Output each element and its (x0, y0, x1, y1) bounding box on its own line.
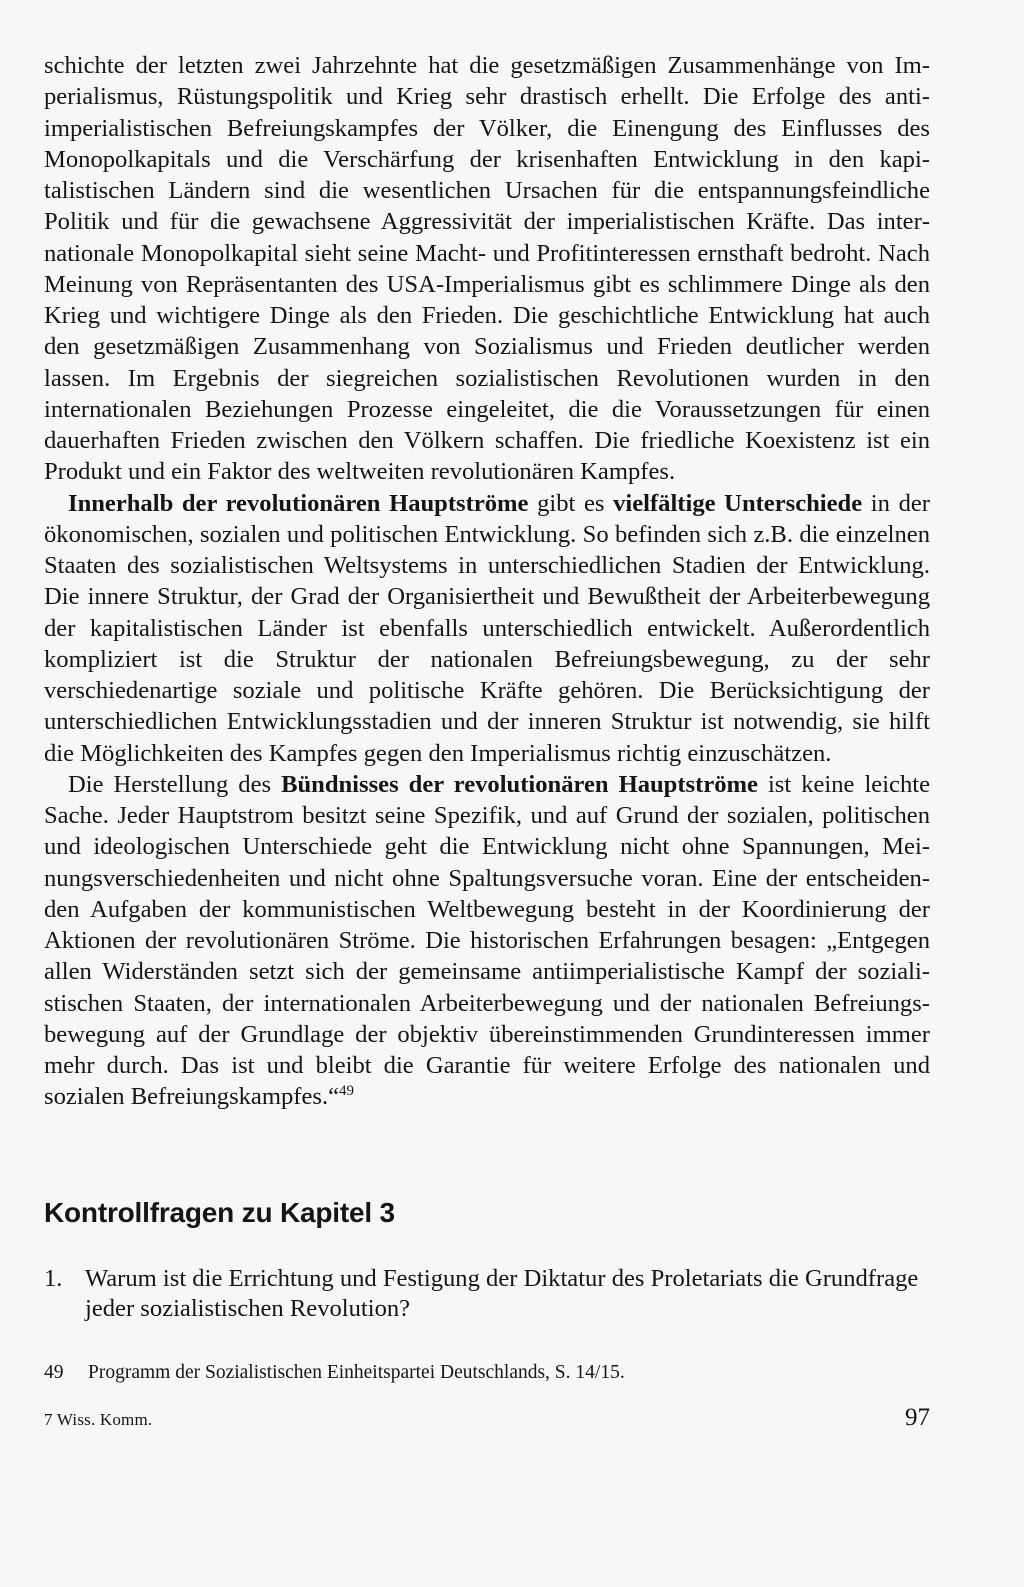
body-text (44, 50, 930, 1113)
footnote-reference[interactable]: 49 (339, 1083, 355, 1100)
question-text: Warum ist die Errichtung und Festigung der Diktatur des Proletariats die Grundfrage jeder sozialistischen Revolution? (85, 1265, 919, 1322)
paragraph-3-text-b: ist keine leichte Sache. Jeder Hauptstrom besitzt seine Spezifik, und auf Grund der sozialen, politischen und ideologischen Unterschiede geht die Entwicklung nicht ohne Spannungen, Meinungsverschiedenheiten und nicht ohne Spaltungsversuche voran. Eine der entscheidenden Aufgaben der kommunistischen Weltbewegung besteht in der Koordinierung der Aktionen der revolutionären Ströme. Die historischen Erfahrungen besagen: „Entgegen allen Widerständen setzt sich der gemeinsame antiimperialistische Kampf der sozialistischen Staaten, der internationalen Arbeiterbewegung und der nationalen Befreiungsbewegung auf der Grundlage der objektiv übereinstimmenden Grundinteressen immer mehr durch. Das ist und bleibt die Garantie für weitere Erfolge des nationalen und sozialen Befreiungskampfes.“ (44, 770, 930, 1111)
emphasis-alliance: Bündnisses der revolutionären Hauptströme (281, 770, 758, 798)
question-number: 1. (44, 1265, 63, 1292)
printer-signature: 7 Wiss. Komm. (44, 1410, 153, 1429)
paragraph-1-text: schichte der letzten zwei Jahrzehnte hat die gesetzmäßigen Zusammenhänge von Imperialismus, Rüstungspolitik und Krieg sehr drastisch erhellt. Die Erfolge des antiimperialistischen Befreiungskampfes der Völker, die Einengung des Einflusses des Monopolkapitals und die Verschärfung der krisenhaften Entwicklung in den kapitalistischen Ländern sind die wesentlichen Ursachen für die entspannungsfeindliche Politik und für die gewachsene Aggressivität der imperialistischen Kräfte. Das internationale Monopolkapital sieht seine Macht- und Profitinteressen ernsthaft bedroht. Nach Meinung von Repräsentanten des USA-Imperialismus gibt es schlimmere Dinge als den Krieg und wichtigere Dinge als den Frieden. Die geschichtliche Entwicklung hat auch den gesetzmäßigen Zusammenhang von Sozialismus und Frieden deutlicher werden lassen. Im Ergebnis der siegreichen sozialistischen Revolutionen wurden in den internationalen Beziehungen Prozesse eingeleitet, die die Voraussetzungen für einen dauerhaften Frieden zwischen den Völkern schaffen. Die friedliche Koexistenz ist ein Produkt und ein Faktor des weltweiten revolutionären Kampfes. (44, 52, 930, 486)
paragraph-2-text-b: in der ökonomischen, sozialen und politischen Entwicklung. So befinden sich z.B. die einzelnen Staaten des sozialistischen Weltsystems in unterschiedlichen Stadien der Entwicklung. Die innere Struktur, der Grad der Organisiertheit und Bewußtheit der Arbeiterbewegung der kapitalistischen Länder ist ebenfalls unterschiedlich entwickelt. Außerordentlich kompliziert ist die Struktur der nationalen Befreiungsbewegung, zu der sehr verschiedenartige soziale und politische Kräfte gehören. Die Berücksichtigung der unterschiedlichen Entwicklungsstadien und der inneren Struktur ist notwendig, sie hilft die Möglichkeiten des Kampfes gegen den Imperialismus richtig einzuschätzen. (44, 489, 930, 767)
footnote-text: Programm der Sozialistischen Einheitspartei Deutschlands, S. 14/15. (88, 1362, 625, 1383)
page-footer (44, 1404, 930, 1438)
paragraph-1 (44, 50, 930, 488)
paragraph-2-text-a: gibt es (528, 489, 614, 517)
section-heading: Kontrollfragen zu Kapitel 3 (44, 1197, 395, 1228)
paragraph-3 (44, 769, 930, 1113)
page-number: 97 (905, 1404, 930, 1431)
question-item (44, 1264, 934, 1324)
footnote (44, 1360, 934, 1386)
emphasis-differences: vielfältige Unterschiede (613, 489, 863, 517)
paragraph-3-text-a: Die Herstellung des (68, 770, 282, 798)
footnote-number: 49 (44, 1362, 64, 1383)
emphasis-main-streams: Innerhalb der revolutionären Hauptströme (68, 489, 529, 517)
paragraph-2 (44, 488, 930, 769)
